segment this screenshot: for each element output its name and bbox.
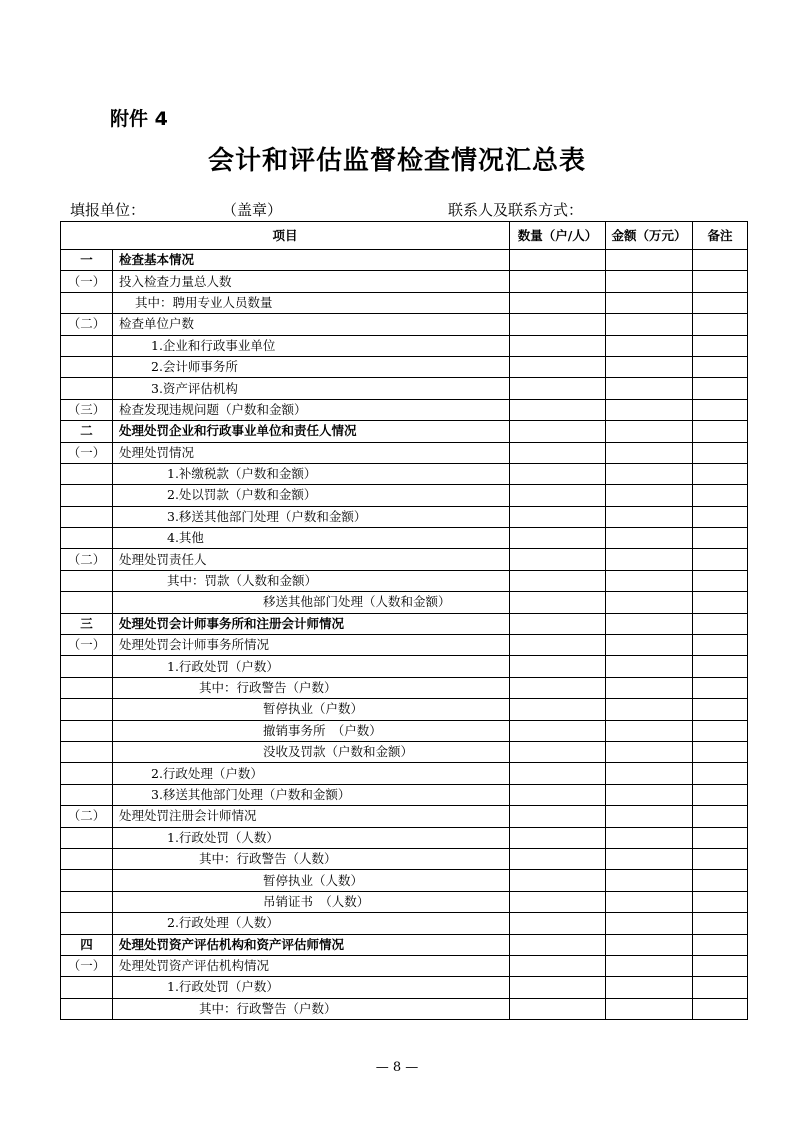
quantity-cell[interactable]	[510, 870, 606, 891]
row-item: 1.行政处罚（户数）	[113, 977, 510, 998]
table-body	[61, 250, 748, 1020]
row-item: 撤销事务所 （户数）	[113, 720, 510, 741]
row-item: 暂停执业（人数）	[113, 870, 510, 891]
seal-label: （盖章）	[222, 201, 283, 219]
remark-cell[interactable]	[693, 763, 748, 784]
amount-cell[interactable]	[606, 463, 693, 484]
remark-cell[interactable]	[693, 250, 748, 271]
row-number	[61, 913, 113, 934]
amount-cell[interactable]	[606, 934, 693, 955]
amount-cell[interactable]	[606, 613, 693, 634]
amount-cell[interactable]	[606, 635, 693, 656]
amount-cell[interactable]	[606, 570, 693, 591]
quantity-cell[interactable]	[510, 271, 606, 292]
table-row	[61, 763, 748, 784]
row-item: 处理处罚注册会计师情况	[113, 806, 510, 827]
quantity-cell[interactable]	[510, 848, 606, 869]
table-row	[61, 378, 748, 399]
quantity-cell[interactable]	[510, 806, 606, 827]
column-header: 备注	[693, 222, 748, 250]
remark-cell[interactable]	[693, 549, 748, 570]
table-row	[61, 699, 748, 720]
row-number	[61, 378, 113, 399]
remark-cell[interactable]	[693, 848, 748, 869]
column-header: 金额（万元）	[606, 222, 693, 250]
remark-cell[interactable]	[693, 870, 748, 891]
quantity-cell[interactable]	[510, 955, 606, 976]
table-row	[61, 292, 748, 313]
table-row	[61, 870, 748, 891]
remark-cell[interactable]	[693, 998, 748, 1019]
row-item: 检查发现违规问题（户数和金额）	[113, 399, 510, 420]
remark-cell[interactable]	[693, 506, 748, 527]
row-item: 暂停执业（户数）	[113, 699, 510, 720]
amount-cell[interactable]	[606, 292, 693, 313]
table-row	[61, 977, 748, 998]
remark-cell[interactable]	[693, 720, 748, 741]
table-row	[61, 421, 748, 442]
row-item: 1.行政处罚（人数）	[113, 827, 510, 848]
amount-cell[interactable]	[606, 314, 693, 335]
table-row	[61, 656, 748, 677]
row-item: 4.其他	[113, 528, 510, 549]
table-row	[61, 848, 748, 869]
table-row	[61, 549, 748, 570]
row-number	[61, 741, 113, 762]
quantity-cell[interactable]	[510, 356, 606, 377]
table-row	[61, 592, 748, 613]
table-row	[61, 955, 748, 976]
amount-cell[interactable]	[606, 399, 693, 420]
amount-cell[interactable]	[606, 421, 693, 442]
quantity-cell[interactable]	[510, 677, 606, 698]
row-item: 吊销证书 （人数）	[113, 891, 510, 912]
row-number	[61, 356, 113, 377]
summary-table	[60, 221, 748, 1020]
remark-cell[interactable]	[693, 656, 748, 677]
filler-unit-label: 填报单位：	[70, 201, 146, 219]
quantity-cell[interactable]	[510, 635, 606, 656]
remark-cell[interactable]	[693, 378, 748, 399]
row-item: 移送其他部门处理（人数和金额）	[113, 592, 510, 613]
row-item: 其中：罚款（人数和金额）	[113, 570, 510, 591]
row-item: 其中：行政警告（人数）	[113, 848, 510, 869]
row-number	[61, 463, 113, 484]
quantity-cell[interactable]	[510, 827, 606, 848]
amount-cell[interactable]	[606, 955, 693, 976]
table-row	[61, 506, 748, 527]
amount-cell[interactable]	[606, 913, 693, 934]
remark-cell[interactable]	[693, 635, 748, 656]
quantity-cell[interactable]	[510, 613, 606, 634]
remark-cell[interactable]	[693, 421, 748, 442]
quantity-cell[interactable]	[510, 720, 606, 741]
table-row	[61, 913, 748, 934]
row-number	[61, 827, 113, 848]
quantity-cell[interactable]	[510, 741, 606, 762]
row-item: 其中：行政警告（户数）	[113, 998, 510, 1019]
table-row	[61, 891, 748, 912]
row-number	[61, 677, 113, 698]
amount-cell[interactable]	[606, 506, 693, 527]
remark-cell[interactable]	[693, 399, 748, 420]
row-item: 1.补缴税款（户数和金额）	[113, 463, 510, 484]
row-item: 检查单位户数	[113, 314, 510, 335]
quantity-cell[interactable]	[510, 656, 606, 677]
quantity-cell[interactable]	[510, 784, 606, 805]
row-number	[61, 335, 113, 356]
remark-cell[interactable]	[693, 891, 748, 912]
row-item: 处理处罚情况	[113, 442, 510, 463]
amount-cell[interactable]	[606, 848, 693, 869]
remark-cell[interactable]	[693, 271, 748, 292]
quantity-cell[interactable]	[510, 763, 606, 784]
row-number	[61, 977, 113, 998]
amount-cell[interactable]	[606, 656, 693, 677]
remark-cell[interactable]	[693, 485, 748, 506]
table-row	[61, 827, 748, 848]
table-row	[61, 250, 748, 271]
quantity-cell[interactable]	[510, 442, 606, 463]
table-row	[61, 314, 748, 335]
amount-cell[interactable]	[606, 356, 693, 377]
table-row	[61, 356, 748, 377]
row-number: （一）	[61, 271, 113, 292]
quantity-cell[interactable]	[510, 570, 606, 591]
table-row	[61, 442, 748, 463]
contact-label: 联系人及联系方式：	[448, 201, 584, 219]
amount-cell[interactable]	[606, 335, 693, 356]
quantity-cell[interactable]	[510, 998, 606, 1019]
remark-cell[interactable]	[693, 356, 748, 377]
attachment-label: 附件 4	[110, 108, 168, 130]
row-item: 处理处罚会计师事务所和注册会计师情况	[113, 613, 510, 634]
quantity-cell[interactable]	[510, 934, 606, 955]
table-row	[61, 485, 748, 506]
row-number	[61, 528, 113, 549]
row-number	[61, 592, 113, 613]
remark-cell[interactable]	[693, 613, 748, 634]
row-number: （二）	[61, 806, 113, 827]
row-number	[61, 485, 113, 506]
column-header: 项目	[61, 222, 510, 250]
quantity-cell[interactable]	[510, 592, 606, 613]
table-row	[61, 613, 748, 634]
amount-cell[interactable]	[606, 806, 693, 827]
table-row	[61, 463, 748, 484]
row-item: 3.移送其他部门处理（户数和金额）	[113, 506, 510, 527]
row-number	[61, 570, 113, 591]
remark-cell[interactable]	[693, 741, 748, 762]
row-item: 其中：聘用专业人员数量	[113, 292, 510, 313]
row-item: 没收及罚款（户数和金额）	[113, 741, 510, 762]
remark-cell[interactable]	[693, 528, 748, 549]
row-number	[61, 292, 113, 313]
row-item: 处理处罚会计师事务所情况	[113, 635, 510, 656]
row-number: （一）	[61, 442, 113, 463]
remark-cell[interactable]	[693, 677, 748, 698]
row-item: 2.会计师事务所	[113, 356, 510, 377]
remark-cell[interactable]	[693, 806, 748, 827]
amount-cell[interactable]	[606, 870, 693, 891]
amount-cell[interactable]	[606, 442, 693, 463]
row-number	[61, 699, 113, 720]
table-row	[61, 806, 748, 827]
row-number	[61, 891, 113, 912]
page-title: 会计和评估监督检查情况汇总表	[207, 146, 586, 176]
table-row	[61, 399, 748, 420]
amount-cell[interactable]	[606, 827, 693, 848]
quantity-cell[interactable]	[510, 292, 606, 313]
form-header-line	[70, 199, 750, 219]
quantity-cell[interactable]	[510, 977, 606, 998]
amount-cell[interactable]	[606, 977, 693, 998]
table-row	[61, 271, 748, 292]
quantity-cell[interactable]	[510, 314, 606, 335]
remark-cell[interactable]	[693, 955, 748, 976]
table-row	[61, 741, 748, 762]
remark-cell[interactable]	[693, 570, 748, 591]
row-item: 1.企业和行政事业单位	[113, 335, 510, 356]
row-number	[61, 998, 113, 1019]
table-row	[61, 335, 748, 356]
amount-cell[interactable]	[606, 699, 693, 720]
quantity-cell[interactable]	[510, 485, 606, 506]
remark-cell[interactable]	[693, 827, 748, 848]
row-number: （二）	[61, 314, 113, 335]
table-header-row	[61, 222, 748, 250]
quantity-cell[interactable]	[510, 378, 606, 399]
amount-cell[interactable]	[606, 741, 693, 762]
row-item: 处理处罚资产评估机构情况	[113, 955, 510, 976]
amount-cell[interactable]	[606, 677, 693, 698]
table-row	[61, 635, 748, 656]
table-row	[61, 720, 748, 741]
row-number: （二）	[61, 549, 113, 570]
row-number: （三）	[61, 399, 113, 420]
row-number: （一）	[61, 955, 113, 976]
table-row	[61, 998, 748, 1019]
amount-cell[interactable]	[606, 763, 693, 784]
row-number	[61, 506, 113, 527]
row-number	[61, 784, 113, 805]
quantity-cell[interactable]	[510, 421, 606, 442]
remark-cell[interactable]	[693, 292, 748, 313]
remark-cell[interactable]	[693, 335, 748, 356]
remark-cell[interactable]	[693, 463, 748, 484]
row-item: 2.行政处理（人数）	[113, 913, 510, 934]
row-number: 三	[61, 613, 113, 634]
row-item: 处理处罚资产评估机构和资产评估师情况	[113, 934, 510, 955]
quantity-cell[interactable]	[510, 250, 606, 271]
remark-cell[interactable]	[693, 784, 748, 805]
amount-cell[interactable]	[606, 485, 693, 506]
row-item: 1.行政处罚（户数）	[113, 656, 510, 677]
row-item: 2.处以罚款（户数和金额）	[113, 485, 510, 506]
row-item: 投入检查力量总人数	[113, 271, 510, 292]
column-header: 数量（户/人）	[510, 222, 606, 250]
row-number	[61, 848, 113, 869]
table-row	[61, 934, 748, 955]
amount-cell[interactable]	[606, 784, 693, 805]
amount-cell[interactable]	[606, 549, 693, 570]
quantity-cell[interactable]	[510, 699, 606, 720]
quantity-cell[interactable]	[510, 506, 606, 527]
quantity-cell[interactable]	[510, 913, 606, 934]
amount-cell[interactable]	[606, 250, 693, 271]
amount-cell[interactable]	[606, 998, 693, 1019]
remark-cell[interactable]	[693, 442, 748, 463]
amount-cell[interactable]	[606, 720, 693, 741]
row-number	[61, 870, 113, 891]
row-number: 一	[61, 250, 113, 271]
quantity-cell[interactable]	[510, 463, 606, 484]
row-number	[61, 720, 113, 741]
table-row	[61, 570, 748, 591]
row-item: 处理处罚企业和行政事业单位和责任人情况	[113, 421, 510, 442]
quantity-cell[interactable]	[510, 528, 606, 549]
remark-cell[interactable]	[693, 314, 748, 335]
row-item: 其中：行政警告（户数）	[113, 677, 510, 698]
remark-cell[interactable]	[693, 913, 748, 934]
page-number: — 8 —	[375, 1060, 419, 1075]
amount-cell[interactable]	[606, 528, 693, 549]
row-number: 四	[61, 934, 113, 955]
row-item: 处理处罚责任人	[113, 549, 510, 570]
row-number	[61, 763, 113, 784]
row-number: （一）	[61, 635, 113, 656]
row-item: 2.行政处理（户数）	[113, 763, 510, 784]
row-item: 3.移送其他部门处理（户数和金额）	[113, 784, 510, 805]
remark-cell[interactable]	[693, 592, 748, 613]
amount-cell[interactable]	[606, 891, 693, 912]
table-row	[61, 784, 748, 805]
row-item: 检查基本情况	[113, 250, 510, 271]
remark-cell[interactable]	[693, 977, 748, 998]
remark-cell[interactable]	[693, 934, 748, 955]
quantity-cell[interactable]	[510, 335, 606, 356]
amount-cell[interactable]	[606, 592, 693, 613]
row-number	[61, 656, 113, 677]
quantity-cell[interactable]	[510, 891, 606, 912]
table-row	[61, 528, 748, 549]
quantity-cell[interactable]	[510, 549, 606, 570]
amount-cell[interactable]	[606, 271, 693, 292]
remark-cell[interactable]	[693, 699, 748, 720]
quantity-cell[interactable]	[510, 399, 606, 420]
table-row	[61, 677, 748, 698]
amount-cell[interactable]	[606, 378, 693, 399]
row-item: 3.资产评估机构	[113, 378, 510, 399]
row-number: 二	[61, 421, 113, 442]
